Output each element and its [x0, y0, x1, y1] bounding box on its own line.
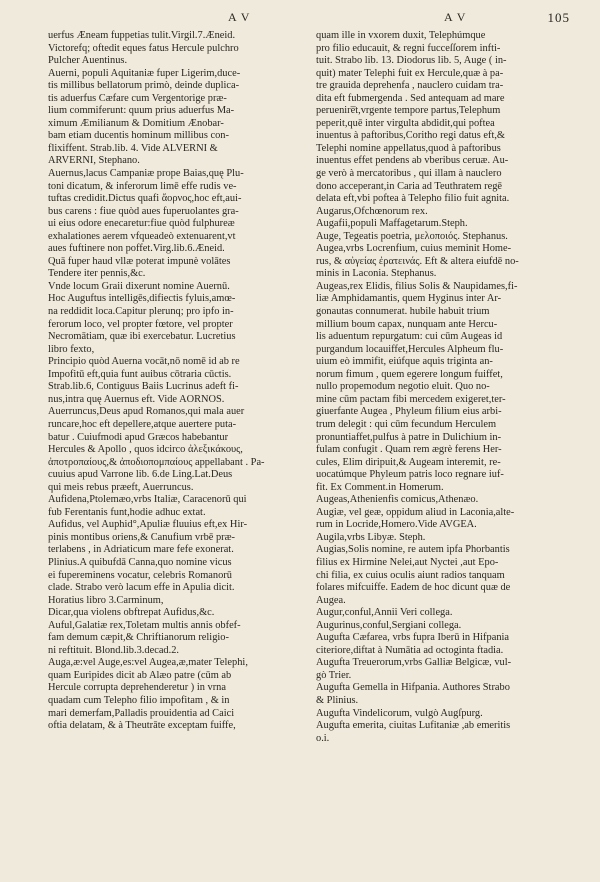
text-line: ximum Æmilianum & Domitium Ænobar- — [48, 117, 224, 129]
text-line: Necromātiam, quæ ibi exercebatur. Lucretius — [48, 331, 236, 343]
text-line: dita eft fubmergenda . Sed antequam ad mare — [316, 92, 505, 104]
page-number: 105 — [547, 10, 570, 25]
text-line: Augufta emerita, ciuitas Lufitaniæ ,ab emeritis — [316, 720, 511, 732]
text-line: Tendere iter pennis,&c. — [48, 268, 146, 280]
dictionary-entry — [316, 218, 570, 231]
text-line: Auernus,lacus Campaniæ prope Baias,quę Plu- — [48, 168, 244, 180]
text-line: Auga,æ:vel Auge,es:vel Augea,æ,mater Telephi, — [48, 657, 248, 669]
text-line: bus carens : fiue quòd aues fuperuolantes gra- — [48, 205, 239, 217]
running-header — [48, 8, 570, 30]
text-line: uocatúmque Phyleum patris loco regnare iuf- — [316, 469, 504, 481]
text-line: minis in Laconia. Stephanus. — [316, 268, 437, 280]
text-line: terlabens , in Adriaticum mare fefe exonerat. — [48, 544, 234, 556]
text-line: bam etiam ducentis hominum millibus con- — [48, 130, 229, 142]
text-line: Vnde locum Graii dixerunt nomine Auernū. — [48, 280, 230, 292]
text-line: quam ille in vxorem duxit, Telephúmque — [316, 30, 486, 41]
text-line: ni reftituit. Blond.lib.3.decad.2. — [48, 644, 180, 656]
text-line: pronuntiaffet,pulfus à patre in Dulichium in- — [316, 431, 502, 443]
text-line: uium eò immifit, eiúfque aquis triginta an- — [316, 356, 493, 368]
text-line: toni dicatum, & inferorum limē effe rudis ve- — [48, 180, 237, 192]
text-line: delata eft,vbi poftea à Telepho filio fuit agnita. — [316, 193, 510, 205]
text-line: rus, & αὐγείας ἐρατεινάς. Eft & altera eiufdē no- — [316, 255, 519, 267]
text-line: libro fexto, — [48, 343, 95, 355]
text-line: Strab.lib.6, Contiguus Baiis Lucrinus adeft fi- — [48, 381, 239, 393]
left-column — [48, 30, 302, 745]
text-line: ui eius odore enecaretur:fiue quòd fulphureæ — [48, 218, 235, 230]
text-line: uerfus Æneam fuppetias tulit.Virgil.7.Æneid. — [48, 30, 236, 41]
text-line: quit) mater Telephi fuit ex Hercule,quæ à pa- — [316, 67, 504, 79]
dictionary-entry — [48, 657, 302, 732]
text-line: nus,intra quę Auernus eft. Vide AORNOS. — [48, 393, 225, 405]
text-line: Augur,conful,Annii Veri collega. — [316, 607, 453, 619]
text-line: tre grauida deprehenfa , nauclero cuidam tra- — [316, 80, 504, 92]
dictionary-entry — [316, 494, 570, 507]
text-line: Impofitū eft,quia funt auibus cōtraria cūctis. — [48, 368, 232, 380]
text-line: Auful,Galatiæ rex,Toletam multis annis obfef- — [48, 619, 241, 631]
text-line: dono acceperant,in Caria ad Teuthratem regē — [316, 180, 503, 192]
text-line: tuftas credidit.Dictus quafi ἄορνος,hoc eft,aui- — [48, 193, 242, 205]
text-line: tis aduerfus Cæfare cum Vergentorige præ- — [48, 92, 227, 104]
dictionary-entry — [316, 544, 570, 607]
dictionary-entry — [316, 632, 570, 657]
dictionary-entry — [316, 720, 570, 745]
dictionary-entry — [48, 168, 302, 406]
dictionary-entry — [316, 30, 570, 206]
text-line: Augila,vrbs Libyæ. Steph. — [316, 531, 426, 543]
text-line: rum in Locride,Homero.Vide AVGEA. — [316, 519, 477, 531]
text-line: Horatius libro 3.Carminum, — [48, 594, 164, 606]
text-line: filius ex Hirmine Nelei,aut Nyctei ,aut Epo- — [316, 556, 499, 568]
text-line: qui meis rebus præeft, Auerruncus. — [48, 481, 194, 493]
text-line: Telephi nomine appellatus,quod à paftoribus — [316, 142, 501, 154]
text-line: Hercules & Apollo , quos idcirco ἀλεξικάκους, — [48, 444, 243, 456]
text-line: fulam confugit . Quam rem ægrè ferens Her- — [316, 444, 502, 456]
text-line: Auerni, populi Aquitaniæ fuper Ligerim,duce- — [48, 67, 241, 79]
text-line: folares mifcuiffe. Eadem de hoc dicunt quæ de — [316, 582, 511, 594]
text-line: inuentus effet pendens ab vberibus ceruæ. Au- — [316, 155, 509, 167]
text-line: Quā fuper haud vllæ poterat impunè volātes — [48, 255, 231, 267]
text-line: Plinius.A quibufdā Canna,quo nomine vicus — [48, 556, 232, 568]
text-line: pro filio educauit, & regni fucceſſorem infti- — [316, 42, 501, 54]
text-line: & Plinius. — [316, 694, 359, 706]
text-line: Principio quòd Auerna vocāt,nō nomē id ab re — [48, 356, 240, 368]
text-line: Augufta Vindelicorum, vulgò Augſpurg. — [316, 707, 483, 719]
text-line: citeriore,diftat à Numātia ad octoginta ftadia. — [316, 644, 504, 656]
text-line: quadam cum Telepho filio impofitam , & in — [48, 694, 230, 706]
dictionary-entry — [316, 532, 570, 545]
text-line: Dicar,qua violens obftrepat Aufidus,&c. — [48, 607, 215, 619]
dictionary-entry — [316, 657, 570, 682]
text-line: Augufta Gemella in Hifpania. Authores Strabo — [316, 682, 510, 694]
text-line: ei fupereminens vocatur, celebris Romanorū — [48, 569, 232, 581]
text-line: Augiæ, vel geæ, oppidum aliud in Laconia,alte- — [316, 506, 515, 518]
text-line: norum fimum , quem egerere longum fuiffet, — [316, 368, 503, 380]
text-line: Aufidus, vel Auphid°,Apuliæ fluuius eft,ex Hir- — [48, 519, 248, 531]
text-line: Hercule corrupta deprehenderetur ) in vrna — [48, 682, 226, 694]
text-line: giuerfante Augea , Phyleum filium eius arbi- — [316, 406, 502, 418]
header-left-letters: A V — [228, 10, 251, 24]
dictionary-entry — [316, 281, 570, 494]
dictionary-entry — [316, 231, 570, 244]
text-line: Augurinus,conful,Sergiani collega. — [316, 619, 462, 631]
dictionary-entry — [48, 68, 302, 168]
dictionary-entry — [316, 243, 570, 281]
text-line: Augafii,populi Maffagetarum.Steph. — [316, 218, 468, 230]
text-line: Augufta Cæfarea, vrbs fupra Iberū in Hifpania — [316, 632, 510, 644]
text-line: Augeas,Athenienfis comicus,Athenæo. — [316, 494, 479, 506]
dictionary-entry — [316, 206, 570, 219]
text-line: Augeas,rex Elidis, filius Solis & Naupidames,fi- — [316, 280, 518, 292]
text-line: pinis montibus oriens,& Canufium vrbē præ- — [48, 531, 236, 543]
text-line: millium boum capax, nunquam ante Hercu- — [316, 318, 498, 330]
text-line: liæ Amphidamantis, quem Hyginus inter Ar- — [316, 293, 502, 305]
text-line: aues fuftinere non poffet.Virg.lib.6.Æneid. — [48, 243, 225, 255]
text-line: purgandum locauiffet,Hercules Alpheum flu- — [316, 343, 504, 355]
text-line: exhalationes aerem vfqueadeò extenuarent,vt — [48, 230, 236, 242]
text-line: Augarus,Ofchœnorum rex. — [316, 205, 428, 217]
text-line: flixiffent. Strab.lib. 4. Vide ALVERNI & — [48, 142, 218, 154]
text-line: peruenire̅t,vrgente tempore partus,Telephum — [316, 105, 501, 117]
header-right-letters: A V — [444, 10, 467, 24]
text-line: cuuius apud Varrone lib. 6.de Ling.Lat.Deus — [48, 469, 233, 481]
text-line: trum delegit : qui cūm fecundum Herculem — [316, 418, 497, 430]
text-line: mari demerfam,Palladis prouidentia ad Caici — [48, 707, 235, 719]
dictionary-entry — [316, 620, 570, 633]
text-line: fam demum cæpit,& Chriftianorum religio- — [48, 632, 229, 644]
text-line: Pulcher Auentinus. — [48, 55, 128, 67]
dictionary-entry — [48, 406, 302, 494]
text-line: Augias,Solis nomine, re autem ipfa Phorbantis — [316, 544, 510, 556]
text-line: lis aduentum repurgatum: cui cūm Augeas id — [316, 331, 503, 343]
text-line: chi filia, ex cuius oculis aiunt radios tanquam — [316, 569, 505, 581]
text-line: cules, Elim diripuit,& Augeam interemit, re- — [316, 456, 501, 468]
dictionary-entry — [316, 682, 570, 707]
right-column — [316, 30, 570, 745]
text-line: inuentus à paftoribus,Coritho regi datus eft,& — [316, 130, 506, 142]
text-line: fit. Ex Comment.in Homerum. — [316, 481, 444, 493]
text-line: fub Ferentanis funt,hodie adhuc extat. — [48, 506, 206, 518]
dictionary-entry — [316, 607, 570, 620]
text-line: Auge, Tegeatis poetria, μελοποιός. Stephanus. — [316, 230, 508, 242]
dictionary-entry — [48, 494, 302, 519]
text-line: Augea,vrbs Locrenfium, cuius meminit Home- — [316, 243, 512, 255]
text-line: na reddidit loca.Capitur plerunq; pro ipfo in- — [48, 306, 234, 318]
text-line: runcare,hoc eft depellere,atque auertere puta- — [48, 418, 237, 430]
text-line: batur . Cuiufmodi apud Græcos habebantur — [48, 431, 229, 443]
text-line: ἀποτροπαίους,& ἀποδιοπομπαίους appellabant . Pa- — [48, 456, 265, 468]
text-line: Augea. — [316, 594, 346, 606]
dictionary-entry — [316, 507, 570, 532]
text-line: oftia delatam, & à Theutrāte exceptam fuiffe, — [48, 720, 236, 732]
dictionary-entry — [316, 708, 570, 721]
dictionary-entry — [48, 620, 302, 658]
text-line: lium commiferunt: quum prius aduerfus Ma- — [48, 105, 235, 117]
text-line: Aufidena,Ptolemæo,vrbs Italiæ, Caracenorū qui — [48, 494, 247, 506]
dictionary-entry — [48, 30, 302, 68]
text-line: Auerruncus,Deus apud Romanos,qui mala auer — [48, 406, 245, 418]
text-columns — [48, 30, 570, 745]
dictionary-entry — [48, 519, 302, 619]
text-line: gò Trier. — [316, 669, 352, 681]
text-line: tuit. Strabo lib. 13. Diodorus lib. 5, Auge ( in- — [316, 55, 507, 67]
text-line: peperit,quē inter virgulta abdidit,qui poftea — [316, 117, 495, 129]
text-line: ARVERNI, Stephano. — [48, 155, 140, 167]
text-line: ferorum loco, vel propter fœtore, vel propter — [48, 318, 233, 330]
text-line: Hoc Auguftus intelligēs,difiectis fyluis,amœ- — [48, 293, 236, 305]
text-line: tis millibus bellatorum primò, deinde duplica- — [48, 80, 240, 92]
text-line: o.i. — [316, 732, 330, 744]
text-line: Augufta Treuerorum,vrbs Galliæ Belgicæ, vul- — [316, 657, 512, 669]
text-line: quam Euripides dicit ab Alæo patre (cūm ab — [48, 669, 232, 681]
text-line: gonautas connumerat. hubile habuit trium — [316, 306, 490, 318]
text-line: clade. Strabo verò lacum effe in Apulia dicit. — [48, 582, 235, 594]
text-line: nullo propemodum negotio eluit. Quo no- — [316, 381, 490, 393]
text-line: Victorefq; oftedit eques fatus Hercule pulchro — [48, 42, 239, 54]
text-line: mine cūm pactam fibi mercedem exigeret,ter- — [316, 393, 506, 405]
text-line: ge verò à mercatoribus , qui illam à nauclero — [316, 168, 502, 180]
